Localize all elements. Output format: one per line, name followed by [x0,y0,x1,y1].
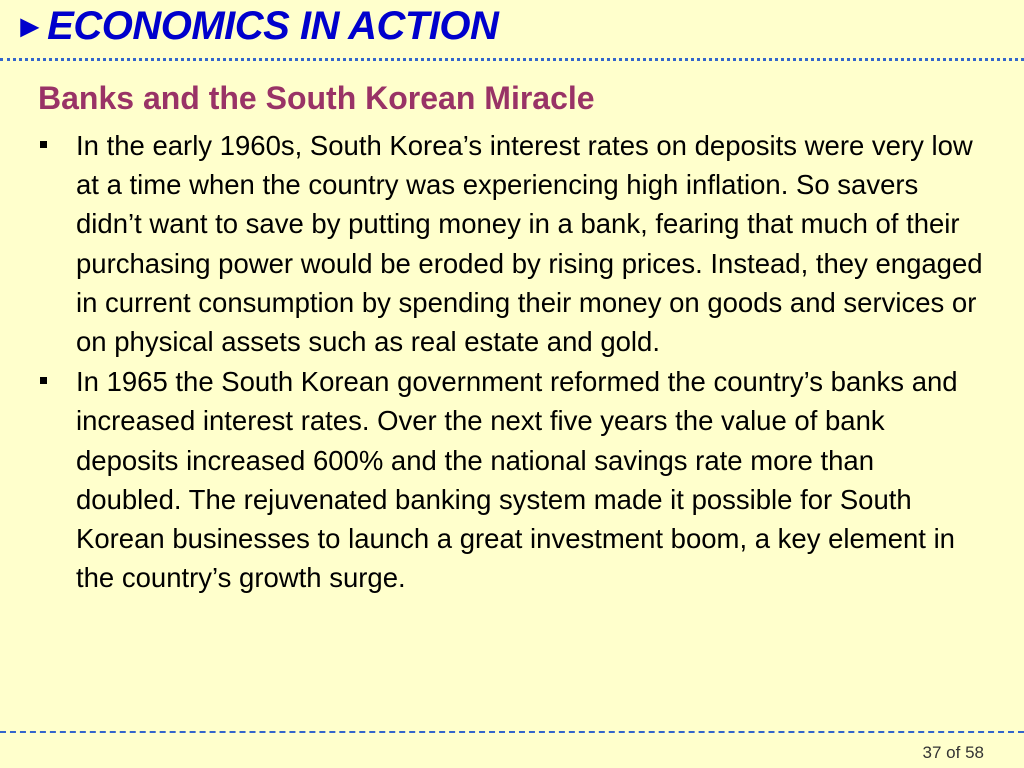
slide-header [14,0,498,52]
bullet-list [37,126,987,597]
header-divider [0,58,1024,61]
square-bullet-icon [40,377,47,384]
slide-header-title: ECONOMICS IN ACTION [47,3,499,48]
bullet-item [37,126,987,361]
bullet-text: In the early 1960s, South Korea’s interest rates on deposits were very low at a time when the country was experiencing high inflation. So savers didn’t want to save by putting money in a bank, fearing that much of their purchasing power would be eroded by rising prices. Instead, they engaged in current consumption by spending their money on goods and services or on physical assets such as real estate and gold. [76,130,983,358]
bullet-text: In 1965 the South Korean government reformed the country’s banks and increased interest rates. Over the next five years the value of bank deposits increased 600% and the national savings rate more than doubled. The rejuvenated banking system made it possible for South Korean businesses to launch a great investment boom, a key element in the country’s growth surge. [76,366,958,594]
footer-divider [0,731,1024,733]
square-bullet-icon [40,141,47,148]
slide-subtitle: Banks and the South Korean Miracle [38,80,595,116]
bullet-item [37,362,987,597]
page-number: 37 of 58 [922,743,984,762]
arrow-icon: ► [14,7,46,44]
